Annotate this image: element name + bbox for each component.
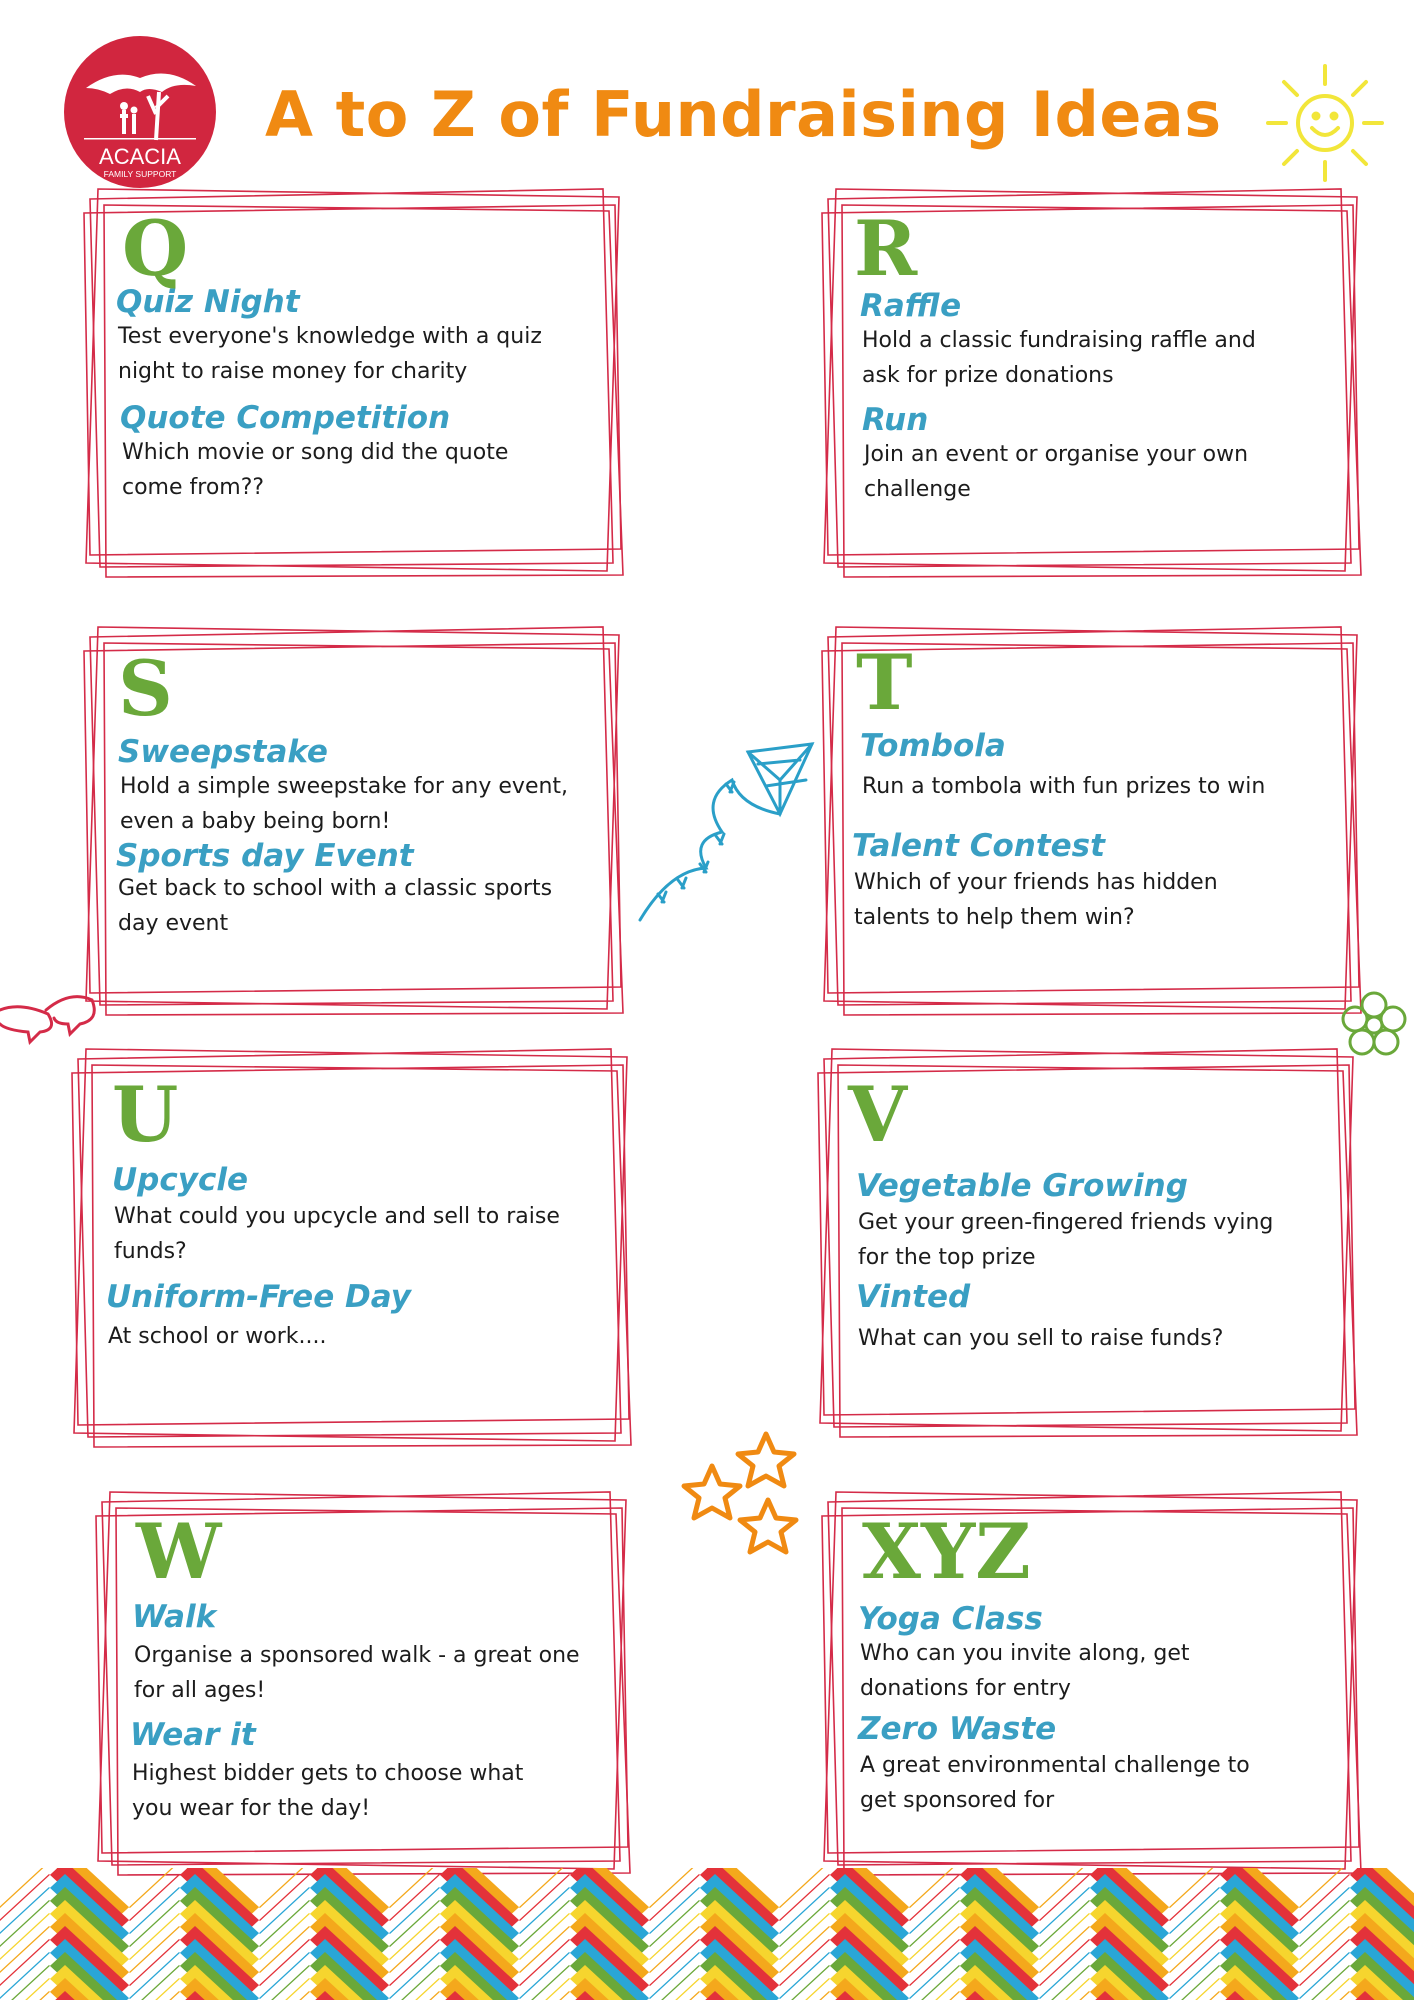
card-s — [92, 633, 617, 1003]
idea-title-upcycle: Upcycle — [112, 1162, 248, 1198]
idea-description-line: Who can you invite along, get — [860, 1641, 1190, 1666]
kite-icon — [630, 740, 820, 925]
idea-description-line: come from?? — [122, 475, 265, 500]
card-w — [104, 1498, 624, 1863]
idea-description-line: funds? — [114, 1239, 187, 1264]
idea-title-talent-contest: Talent Contest — [852, 828, 1105, 864]
idea-title-quiz-night: Quiz Night — [116, 284, 300, 320]
idea-title-quote-competition: Quote Competition — [120, 400, 451, 436]
card-q — [92, 195, 617, 565]
idea-title-wear-it: Wear it — [130, 1717, 256, 1753]
idea-title-walk: Walk — [132, 1599, 217, 1635]
flower-icon — [1334, 985, 1414, 1065]
card-letter: W — [136, 1507, 222, 1596]
idea-title-zero-waste: Zero Waste — [858, 1711, 1057, 1747]
card-letter: Q — [122, 204, 189, 293]
card-letter: XYZ — [862, 1507, 1031, 1596]
idea-description-line: get sponsored for — [860, 1788, 1055, 1813]
idea-description-line: Get your green-fingered friends vying — [858, 1210, 1274, 1235]
stars-icon — [670, 1430, 815, 1570]
idea-description-line: for all ages! — [134, 1678, 266, 1703]
idea-description-line: Run a tombola with fun prizes to win — [862, 774, 1266, 799]
idea-title-tombola: Tombola — [860, 728, 1006, 764]
idea-description-line: for the top prize — [858, 1245, 1036, 1270]
card-letter: T — [856, 638, 913, 727]
smiling-sun-icon — [1262, 60, 1388, 186]
idea-description-line: Test everyone's knowledge with a quiz — [118, 324, 542, 349]
card-u — [80, 1055, 625, 1435]
idea-title-vinted: Vinted — [856, 1279, 971, 1315]
idea-description-line: Hold a classic fundraising raffle and — [862, 328, 1256, 353]
idea-description-line: Hold a simple sweepstake for any event, — [120, 774, 569, 799]
card-t — [830, 633, 1355, 1003]
logo-subtitle: FAMILY SUPPORT — [103, 169, 177, 179]
idea-title-sweepstake: Sweepstake — [118, 734, 328, 770]
card-r — [830, 195, 1355, 565]
idea-description-line: ask for prize donations — [862, 363, 1114, 388]
idea-description-line: challenge — [864, 477, 971, 502]
idea-description-line: A great environmental challenge to — [860, 1753, 1250, 1778]
idea-description-line: day event — [118, 911, 229, 936]
acacia-logo — [64, 36, 216, 188]
card-xyz — [830, 1498, 1355, 1863]
idea-description-line: night to raise money for charity — [118, 359, 468, 384]
idea-title-vegetable-growing: Vegetable Growing — [856, 1168, 1188, 1204]
idea-description-line: talents to help them win? — [854, 905, 1135, 930]
idea-description-line: Highest bidder gets to choose what — [132, 1761, 524, 1786]
card-letter: S — [118, 644, 173, 733]
card-v — [826, 1055, 1351, 1425]
idea-title-yoga-class: Yoga Class — [858, 1601, 1043, 1637]
idea-description-line: What could you upcycle and sell to raise — [114, 1204, 560, 1229]
idea-description-line: Which movie or song did the quote — [122, 440, 509, 465]
idea-title-uniform-free-day: Uniform-Free Day — [106, 1279, 411, 1315]
card-letter: V — [848, 1070, 907, 1159]
speech-bubbles-icon — [0, 990, 100, 1060]
card-letter: R — [854, 204, 918, 293]
idea-title-raffle: Raffle — [860, 288, 962, 324]
idea-description-line: you wear for the day! — [132, 1796, 371, 1821]
idea-description-line: Join an event or organise your own — [864, 442, 1249, 467]
idea-description-line: At school or work.... — [108, 1324, 327, 1349]
idea-description-line: even a baby being born! — [120, 809, 391, 834]
chevron-border — [0, 1868, 1414, 2000]
idea-title-sports-day-event: Sports day Event — [116, 838, 414, 874]
idea-description-line: Organise a sponsored walk - a great one — [134, 1643, 580, 1668]
page-title: A to Z of Fundraising Ideas — [265, 78, 1222, 151]
logo-name: ACACIA — [99, 144, 181, 169]
idea-description-line: What can you sell to raise funds? — [858, 1326, 1224, 1351]
idea-title-run: Run — [862, 402, 929, 438]
idea-description-line: Which of your friends has hidden — [854, 870, 1218, 895]
card-letter: U — [112, 1070, 179, 1159]
idea-description-line: Get back to school with a classic sports — [118, 876, 553, 901]
idea-description-line: donations for entry — [860, 1676, 1071, 1701]
